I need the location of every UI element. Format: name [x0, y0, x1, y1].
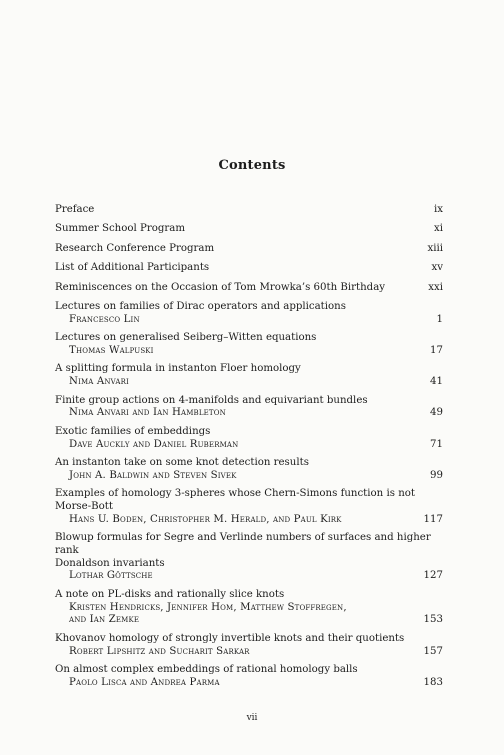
toc-item[interactable] — [55, 243, 443, 262]
toc-entry-authors: Hans U. Boden, Christopher M. Herald, and Paul Kirk — [69, 513, 342, 525]
toc-item-title: Research Conference Program — [55, 242, 215, 254]
toc-entry-page: 1 — [436, 313, 443, 325]
toc-entry-authors: Nima Anvari and Ian Hambleton — [69, 407, 226, 419]
toc-entry-title: Examples of homology 3-spheres whose Chern-Simons function is not — [55, 488, 415, 500]
toc-entry-title: Finite group actions on 4-manifolds and equivariant bundles — [55, 394, 368, 406]
toc-item-page: xv — [431, 262, 443, 274]
toc-entry[interactable] — [55, 532, 443, 583]
table-of-contents — [55, 204, 443, 695]
toc-entry[interactable] — [55, 426, 443, 452]
page-number: vii — [246, 713, 258, 723]
toc-entry-title: A splitting formula in instanton Floer homology — [55, 363, 301, 375]
toc-item[interactable] — [55, 204, 443, 223]
toc-entry-title: An instanton take on some knot detection results — [55, 456, 309, 468]
toc-entry-page: 157 — [423, 645, 443, 657]
toc-item[interactable] — [55, 262, 443, 281]
toc-entry[interactable] — [55, 664, 443, 690]
toc-entry-page: 71 — [430, 438, 443, 450]
page-title: Contents — [218, 158, 286, 173]
toc-item-title: List of Additional Participants — [55, 262, 210, 274]
toc-item-page: xxi — [428, 281, 443, 293]
toc-item-page: ix — [433, 204, 443, 215]
toc-entry-page: 183 — [423, 676, 443, 688]
toc-entry-title: Khovanov homology of strongly invertible knots and their quotients — [55, 632, 405, 644]
toc-entry[interactable] — [55, 395, 443, 421]
toc-entry-authors: John A. Baldwin and Steven Sivek — [69, 469, 237, 481]
toc-entry[interactable] — [55, 363, 443, 389]
toc-entry-authors: Kristen Hendricks, Jennifer Hom, Matthew Stoffregen, — [69, 601, 347, 613]
toc-entry-page: 49 — [430, 407, 443, 419]
toc-item-page: xiii — [427, 242, 443, 254]
toc-entry[interactable] — [55, 457, 443, 483]
toc-entry[interactable] — [55, 488, 443, 526]
toc-entry-title: Donaldson invariants — [55, 557, 165, 569]
toc-entry-page: 127 — [423, 570, 443, 582]
toc-entry-page: 17 — [430, 344, 443, 356]
toc-entry-title: Lectures on generalised Seiberg–Witten equations — [55, 332, 317, 344]
toc-entry-title: Lectures on families of Dirac operators and applications — [55, 300, 346, 312]
toc-entry[interactable] — [55, 633, 443, 659]
toc-entry-authors: Paolo Lisca and Andrea Parma — [69, 676, 220, 688]
toc-entry-title: On almost complex embeddings of rational homology balls — [55, 664, 358, 676]
toc-entry-title: Exotic families of embeddings — [55, 425, 211, 437]
toc-entry-page: 117 — [423, 513, 443, 525]
toc-item[interactable] — [55, 282, 443, 301]
toc-entry[interactable] — [55, 589, 443, 627]
toc-entry-page: 99 — [430, 469, 443, 481]
toc-entry-authors: Lothar Göttsche — [69, 570, 153, 582]
toc-entry-page: 153 — [423, 614, 443, 626]
toc-item[interactable] — [55, 223, 443, 242]
toc-entry[interactable] — [55, 301, 443, 327]
toc-entry-authors: Dave Auckly and Daniel Ruberman — [69, 438, 239, 450]
toc-entry-authors: Robert Lipshitz and Sucharit Sarkar — [69, 645, 250, 657]
toc-entry-page: 41 — [430, 376, 443, 388]
toc-item-title: Reminiscences on the Occasion of Tom Mrowka’s 60th Birthday — [55, 281, 386, 293]
toc-entry-authors: Nima Anvari — [69, 376, 129, 388]
toc-entry-title: A note on PL-disks and rationally slice knots — [55, 588, 285, 600]
toc-item-page: xi — [433, 223, 443, 235]
toc-entry-title: Blowup formulas for Segre and Verlinde numbers of surfaces and higher rank — [55, 532, 431, 556]
toc-entry[interactable] — [55, 332, 443, 358]
toc-entry-title: Morse-Bott — [55, 500, 113, 512]
toc-item-title: Preface — [55, 204, 95, 215]
toc-item-title: Summer School Program — [55, 223, 185, 235]
toc-entry-authors: Francesco Lin — [69, 313, 140, 325]
toc-entry-authors: and Ian Zemke — [69, 614, 140, 626]
toc-entry-authors: Thomas Walpuski — [69, 344, 154, 356]
